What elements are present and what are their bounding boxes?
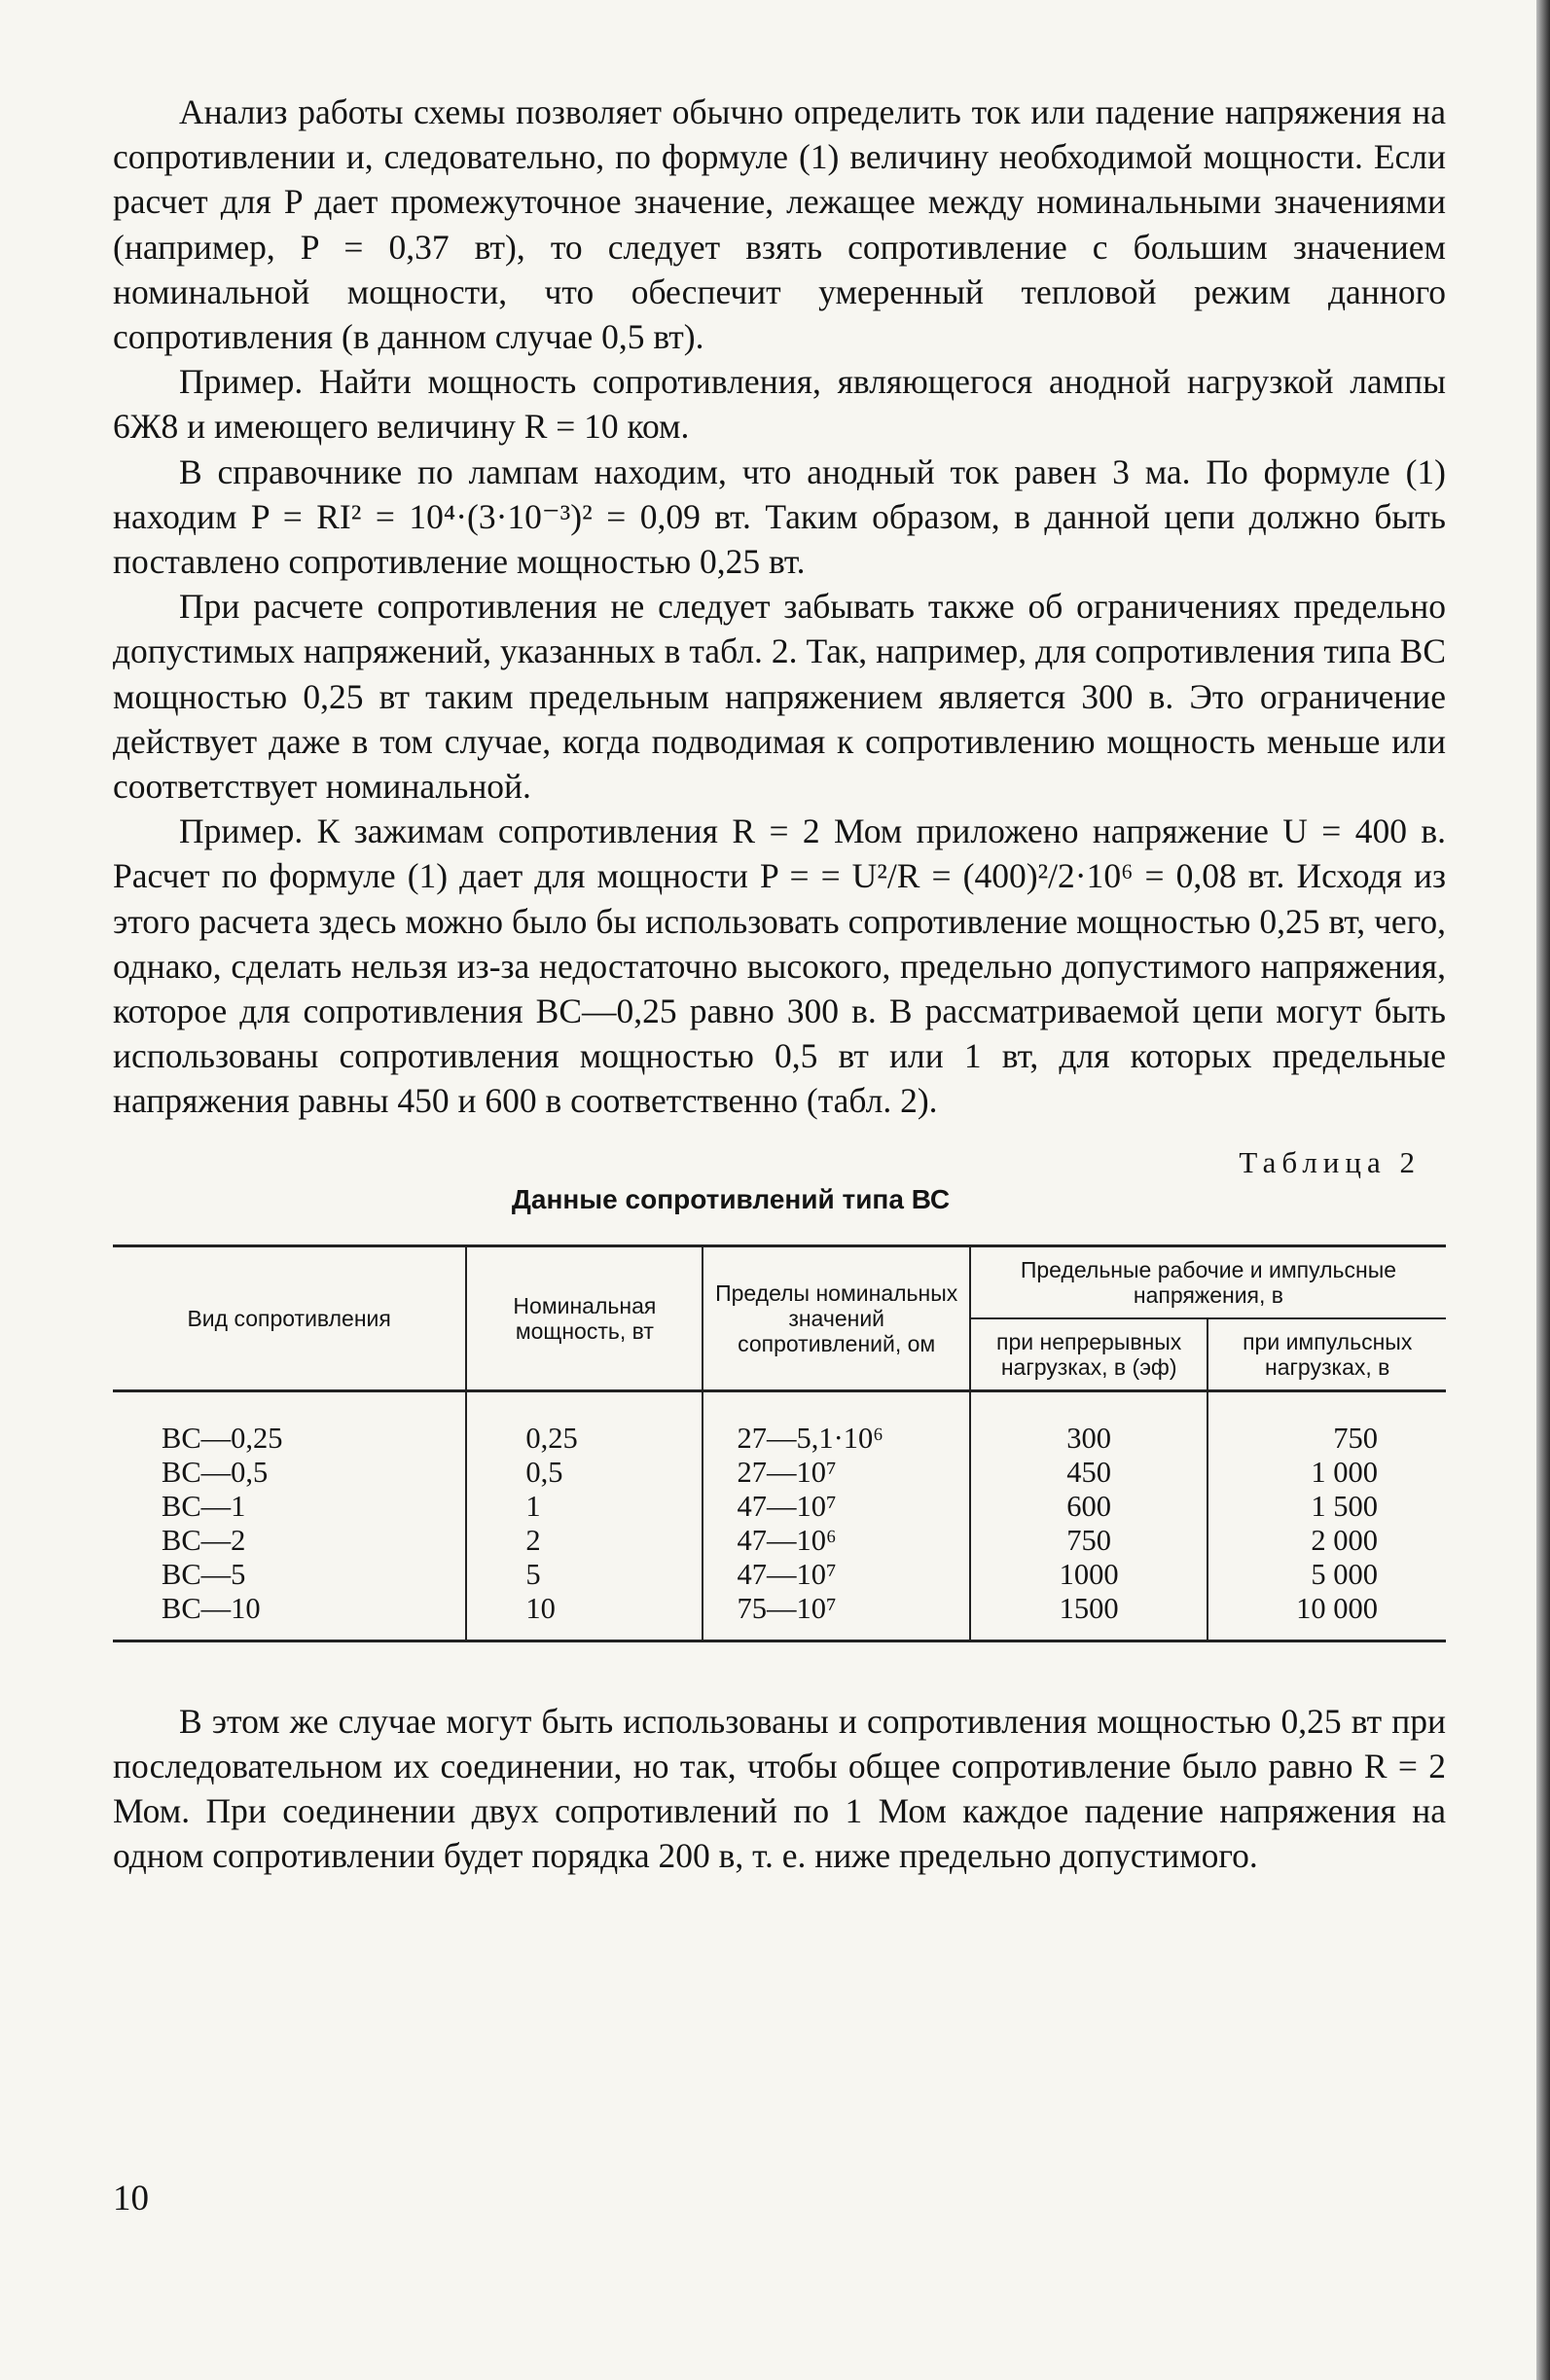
paragraph-1: Анализ работы схемы позволяет обычно определить ток или падение напряжения на сопротивлении и, следовательно, по формуле (1) величину необходимой мощности. Если расчет для P дает промежуточное значение, лежащее между номинальными значениями (например, P = 0,37 вт), то следует взять сопротивление с большим значением номинальной мощности, что обеспечит умеренный тепловой режим данного сопротивления (в данном случае 0,5 вт). (113, 92, 1446, 357)
page-number: 10 (113, 2179, 149, 2218)
column-range (703, 1390, 969, 1641)
cell-range: 47—10⁷ (737, 1489, 837, 1523)
cell-power: 1 (525, 1489, 541, 1523)
cell-pulse: 5 000 (1311, 1557, 1378, 1591)
cell-type: ВС—5 (162, 1557, 246, 1591)
cell-range: 27—10⁷ (737, 1455, 837, 1489)
resistor-data-table (113, 1244, 1446, 1642)
header-type: Вид сопротивления (187, 1305, 391, 1331)
cell-power: 10 (525, 1591, 556, 1625)
column-continuous (970, 1390, 1208, 1641)
cell-pulse: 2 000 (1311, 1523, 1378, 1557)
cell-range: 47—10⁷ (737, 1557, 837, 1591)
cell-continuous: 1500 (1059, 1591, 1119, 1625)
header-power: Номинальная мощность, вт (466, 1245, 703, 1390)
column-pulse (1208, 1390, 1446, 1641)
cell-type: ВС—10 (162, 1591, 261, 1625)
header-range: Пределы номинальных значений сопротивлений, ом (703, 1245, 969, 1390)
cell-range: 75—10⁷ (737, 1591, 837, 1625)
cell-range: 47—10⁶ (737, 1523, 837, 1557)
page-edge-shadow (1536, 0, 1550, 2380)
header-voltage-group: Предельные рабочие и импульсные напряжения, в (970, 1245, 1446, 1318)
cell-type: ВС—1 (162, 1489, 246, 1523)
paragraph-3: В справочнике по лампам находим, что анодный ток равен 3 ма. По формуле (1) находим P = RI² = 10⁴·(3·10⁻³)² = 0,09 вт. Таким образом, в данной цепи должно быть поставлено сопротивление мощностью 0,25 вт. (113, 451, 1446, 582)
cell-continuous: 450 (1066, 1455, 1112, 1489)
column-power (466, 1390, 703, 1641)
cell-range: 27—5,1·10⁶ (737, 1421, 883, 1455)
cell-power: 0,5 (525, 1455, 563, 1489)
header-continuous: при непрерывных нагрузках, в (эф) (970, 1318, 1208, 1391)
table-number: Таблица 2 (1239, 1144, 1421, 1179)
cell-power: 5 (525, 1557, 541, 1591)
header-pulse: при импульсных нагрузках, в (1208, 1318, 1446, 1391)
paragraph-5-example: Пример. К зажимам сопротивления R = 2 Мом приложено напряжение U = 400 в. Расчет по формуле (1) дает для мощности P = = U²/R = (400)²/2·10⁶ = 0,08 вт. Исходя из этого расчета здесь можно было бы использовать сопротивление мощностью 0,25 вт, чего, однако, сделать нельзя из-за недостаточно высокого, предельно допустимого напряжения, которое для сопротивления ВС—0,25 равно 300 в. В рассматриваемой цепи могут быть использованы сопротивления мощностью 0,5 вт или 1 вт, для которых предельные напряжения равны 450 и 600 в соответственно (табл. 2). (113, 811, 1446, 1121)
paragraph-4: При расчете сопротивления не следует забывать также об ограничениях предельно допустимых напряжений, указанных в табл. 2. Так, например, для сопротивления типа ВС мощностью 0,25 вт таким предельным напряжением является 300 в. Это ограничение действует даже в том случае, когда подводимая к сопротивлению мощность меньше или соответствует номинальной. (113, 587, 1446, 807)
cell-power: 2 (525, 1523, 541, 1557)
cell-continuous: 750 (1066, 1523, 1112, 1557)
table-title: Данные сопротивлений типа ВС (511, 1183, 951, 1214)
cell-continuous: 600 (1066, 1489, 1112, 1523)
cell-pulse: 1 000 (1311, 1455, 1378, 1489)
cell-continuous: 1000 (1059, 1557, 1119, 1591)
table-body-row (113, 1390, 1446, 1641)
page-body (113, 90, 1446, 1878)
cell-pulse: 10 000 (1296, 1591, 1378, 1625)
column-type (113, 1390, 466, 1641)
cell-type: ВС—0,25 (162, 1421, 283, 1455)
cell-pulse: 1 500 (1311, 1489, 1378, 1523)
cell-pulse: 750 (1333, 1421, 1378, 1455)
paragraph-after-table: В этом же случае могут быть использованы и сопротивления мощностью 0,25 вт при последовательном их соединении, но так, чтобы общее сопротивление было равно R = 2 Мом. При соединении двух сопротивлений по 1 Мом каждое падение напряжения на одном сопротивлении будет порядка 200 в, т. е. ниже предельно допустимого. (113, 1701, 1446, 1876)
cell-type: ВС—2 (162, 1523, 246, 1557)
cell-power: 0,25 (525, 1421, 578, 1455)
paragraph-2-example: Пример. Найти мощность сопротивления, являющегося анодной нагрузкой лампы 6Ж8 и имеющего величину R = 10 ком. (113, 362, 1446, 447)
cell-type: ВС—0,5 (162, 1455, 269, 1489)
cell-continuous: 300 (1066, 1421, 1112, 1455)
